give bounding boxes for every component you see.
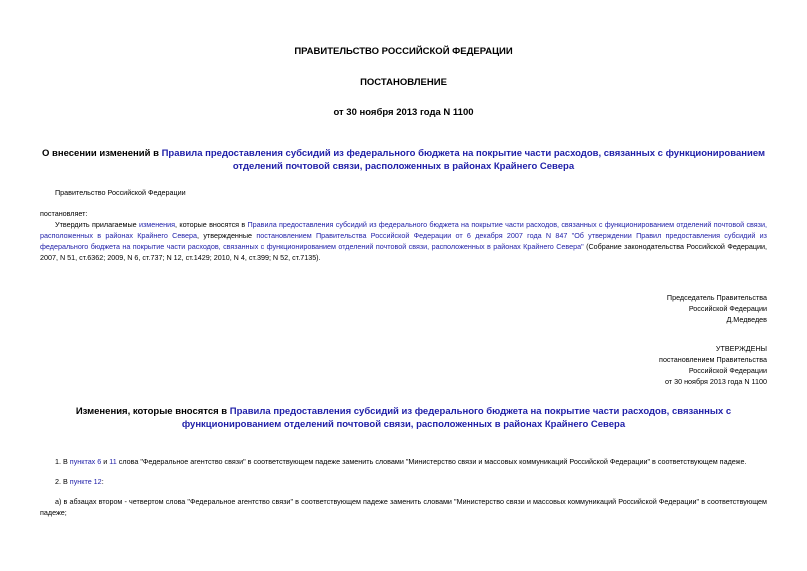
p1-text-b: , которые вносятся в bbox=[175, 220, 248, 229]
clause-12-link[interactable]: пункте 12 bbox=[69, 477, 102, 486]
paragraph-1 bbox=[40, 219, 767, 263]
rules-link-2[interactable]: Правила предоставления субсидий из федерального бюджета на покрытие части расходов, связанных с функционированием отделений почтовой связи, расположенных в районах Крайнего Севера bbox=[40, 220, 767, 240]
changes-link[interactable]: изменения bbox=[138, 220, 176, 229]
item-2a: а) в абзацах втором - четвертом слова "Федеральное агентство связи" в соответствующем падеже заменить словами "Министерство связи и массовых коммуникаций Российской Федерации" в соответствующем падеже; bbox=[40, 497, 767, 517]
approved-line-4: от 30 ноября 2013 года N 1100 bbox=[664, 377, 767, 386]
changes-title-prefix: Изменения, которые вносятся в bbox=[75, 406, 230, 417]
rules-link[interactable]: Правила предоставления субсидий из федерального бюджета на покрытие части расходов, связанных с функционированием отделений почтовой связи, расположенных в районах Крайнего Севера bbox=[161, 148, 765, 172]
signature-line-1: Председатель Правительства bbox=[666, 293, 767, 302]
intro-text: Правительство Российской Федерации bbox=[55, 188, 186, 197]
p1-text-a: Утвердить прилагаемые bbox=[55, 220, 139, 229]
doc-type-heading: ПОСТАНОВЛЕНИЕ bbox=[360, 77, 447, 88]
government-heading: ПРАВИТЕЛЬСТВО РОССИЙСКОЙ ФЕДЕРАЦИИ bbox=[294, 46, 513, 57]
approved-line-2: постановлением Правительства bbox=[659, 355, 767, 364]
decree-847-link[interactable]: постановлением Правительства Российской Федерации от 6 декабря 2007 года N 847 "Об утверждении Правил предоставления субсидий из федерального бюджета на покрытие части расходов, связанных с функционированием отделений почтовой связи, расположенных в районах Крайнего Севера" bbox=[40, 231, 767, 251]
approved-line-3: Российской Федерации bbox=[688, 366, 767, 375]
signature-block bbox=[667, 292, 767, 325]
approved-line-1: УТВЕРЖДЕНЫ bbox=[715, 344, 767, 353]
title-prefix: О внесении изменений в bbox=[41, 148, 162, 159]
clause-11-link[interactable]: 11 bbox=[109, 457, 117, 466]
changes-title bbox=[30, 405, 777, 431]
changes-rules-link[interactable]: Правила предоставления субсидий из федерального бюджета на покрытие части расходов, связанных с функционированием отделений почтовой связи, расположенных в районах Крайнего Севера bbox=[181, 406, 732, 430]
approved-block bbox=[659, 343, 767, 387]
document-title bbox=[30, 147, 777, 173]
p1-text-c: , утвержденные bbox=[197, 231, 257, 240]
decrees-text: постановляет: bbox=[40, 209, 88, 218]
item1-text-b: слова "Федеральное агентство связи" в соответствующем падеже заменить словами "Министерство связи и массовых коммуникаций Российской Федерации" в соответствующем падеже. bbox=[116, 457, 747, 466]
signature-line-3: Д.Медведев bbox=[726, 315, 767, 324]
item-2 bbox=[55, 476, 104, 487]
date-number-heading: от 30 ноября 2013 года N 1100 bbox=[333, 107, 474, 118]
item-1 bbox=[55, 456, 746, 467]
item2-text-a: 2. В bbox=[55, 477, 70, 486]
item1-and: и bbox=[101, 457, 110, 466]
p1-text-d: (Собрание законодательства Российской Федерации, 2007, N 51, ст.6362; 2009, N 6, ст.737; N 12, ст.1429; 2010, N 4, ст.399; N 52, ст.7135). bbox=[40, 242, 767, 262]
clause-6-link[interactable]: пунктах 6 bbox=[69, 457, 102, 466]
item1-text-a: 1. В bbox=[55, 457, 70, 466]
signature-line-2: Российской Федерации bbox=[688, 304, 767, 313]
item2-text-b: : bbox=[101, 477, 104, 486]
